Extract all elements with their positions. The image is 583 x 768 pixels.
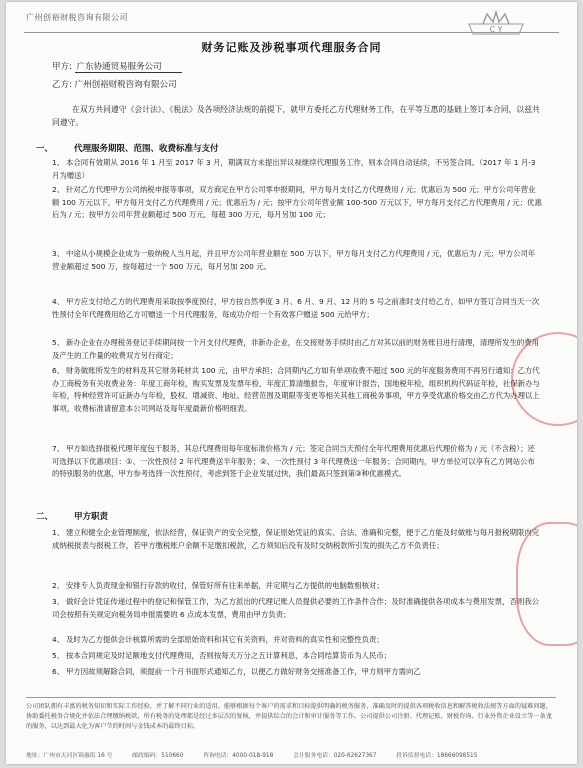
footer-complaint-phone: 投诉监督电话：18666098515 xyxy=(396,753,478,759)
clause-2-3: 3、 做好会计凭证传递过程中的登记和保管工作，为乙方派出的代理记账人员提供必要的工作条件合作；及时准确提供各项成本与费用发票，否则我公司会按照有关规定向税务局申报需要的 6 点成本发票，费用由甲方负责； xyxy=(52,597,540,619)
party-b-name: 广州创裕财税咨询有限公司 xyxy=(74,80,177,90)
footer-phone: 咨询电话：4000-018-918 xyxy=(203,753,274,759)
footer-note: 公司团队拥有丰富的税务知识和实际工作经验，并了解不同行业的适用、能够根据每个客户的需求和目标提供明确的税务服务，准确及时的提供各项税收信息和解答税收法规等方面的疑难问题，协助委托税务合规化并依法合理缴纳税款，所有税务的处理都是经过多层次的复核，并提供综合的会计和审计服务等工作。公司提供公司注册、代理记账、财税咨询、行业外资企业设立等一条龙的服务，以达到最大化为客户节约时间与金钱成本的最终目标。 xyxy=(26,697,556,732)
section-2-heading xyxy=(36,510,108,522)
party-a-name: 广东协通贸易服务公司 xyxy=(75,60,182,73)
logo-text: C Y xyxy=(489,25,503,34)
clause-1-5: 5、 新办企业在办理税务登记手续期间按一个月支付代理费，非新办企业，在交接财务手续时由乙方对其以前的财务账目进行清理，清理所发生的费用及产生的工作量的收费双方另行商定； xyxy=(52,338,540,360)
party-b xyxy=(52,78,177,90)
party-a-label: 甲方: xyxy=(52,62,72,72)
contract-page xyxy=(6,2,577,764)
footer-postcode: 邮政编码：510660 xyxy=(132,753,184,759)
section-1-heading xyxy=(36,142,219,154)
footer-address: 地址：广州市天河区锦惠街 16 号 xyxy=(26,753,113,759)
clause-2-1: 1、 建立和健全企业管理制度，依法经营，保证资产的安全完整，保证原始凭证的真实、合法、准确和完整，便于乙方能及时做账与每月报税期限内完成纳税报表与报税工作，若甲方缴税账户余额不足缴扣税款，乙方须知后没有及时交纳税款所引发的损失乙方不负责任； xyxy=(52,528,540,550)
footer-contacts xyxy=(26,750,495,759)
company-seal-stamp-2 xyxy=(516,522,577,646)
section-2-title: 甲方职责 xyxy=(74,512,109,522)
footer-service-phone: 会计服务电话：020-62627367 xyxy=(293,753,377,759)
section-1-number: 一、 xyxy=(36,144,54,154)
clause-1-7: 7、 甲方如选择报税代理年度包干服务，其总代理费用每年度标准价格为 / 元；签定合同当天预付全年代理费用优惠后代理价格为 / 元（不含税）；还可选择以下优惠项目：①、一次性预付 2 年代理费送半年服务；②、一次性预付 3 年代理费送一年服务；合同期内，甲方单位可以享有乙方网站公布的特别服务的优惠，甲方参考选择一次性预付，考虑到签于企业发展过快，我们最高只签到第③种优惠模式。 xyxy=(52,444,535,478)
clause-2-5: 5、 按本合同规定及时足额地支付代理费用，否则按每天万分之五计算利息，本合同结算货币为人民币； xyxy=(52,651,392,660)
clause-1-3: 3、 中途从小规模企业成为一般纳税人当月起，并且甲方公司年营业额在 500 万以下，甲方每月支付乙方代理费用 / 元，优惠后为 / 元；甲方公司年营业额超过 500 万，按每超过一个 500 万元，每月另加 200 元。 xyxy=(52,249,536,271)
section-1-title: 代理服务期限、范围、收费标准与支付 xyxy=(74,144,219,154)
clause-2-4: 4、 及时为乙方提供会计核算所需的全部原始资料和其它有关资料，并对资料的真实性和完整性负责； xyxy=(52,635,384,644)
party-b-label: 乙方: xyxy=(52,80,72,90)
clause-1-6: 6、 财务做账所发生的材料及其它财务耗材共 100 元，由甲方承担；合同期内乙方如有单项收费不超过 500 元的年度服务费用不再另行通知：乙方代办工商税务有关收费业务：年度工商年检，购买发票及发票年检，年度汇算清缴报告，年度审计报告，国地税年检，组织机构代码证年检，社保新办与年检，特种经营许可证新办与年检，股权、增减资、地址、经营范围及期限等变更等相关其他工商税务事项，甲方享受优惠价格交由乙方代为办理以上事项，收费标准请留意本公司网站及每年度最新价格明细表。 xyxy=(52,366,540,413)
section-2-number: 二、 xyxy=(36,512,54,522)
intro-paragraph: 在双方共同遵守《会计法》、《税法》及各项经济法规的前提下，就甲方委托乙方代理财务工作，在平等互惠的基础上签订本合同，以兹共同遵守。 xyxy=(52,105,540,127)
header-rule xyxy=(24,32,559,33)
clause-1-2: 2、 针对乙方代理甲方公司纳税申报等事项，双方商定在甲方公司零申报期间，甲方每月支付乙方代理费用 / 元；优惠后为 500 元；甲方公司年营业额 100 万元以下，甲方每月支付乙方代理费用 / 元；优惠后为 / 元；按甲方公司年营业额 100-500 万元以下，甲方每月支付乙方代理费用 / 元；优惠后为 / 元；按甲方公司年营业额超过 500 万元，每超 300 万元，每月另加 100 元； xyxy=(52,185,542,219)
party-a xyxy=(52,60,182,73)
clause-1-1: 1、 本合同有效期从 2016 年 1 月至 2017 年 3 月，期满双方未提出异议视继续代理服务工作，则本合同自动延续，不另签合同。（2017 年 1 月-3 月为赠送） xyxy=(52,158,536,180)
clause-2-2: 2、 安排专人负责现金和银行存款的收付，保管好所有往来单据，并定期与乙方提供的电脑数相核对； xyxy=(52,581,384,590)
contract-title: 财务记账及涉税事项代理服务合同 xyxy=(201,41,382,54)
clause-1-4: 4、 甲方应支付给乙方的代理费用采取按季度预付，甲方按自然季度 3 月、6 月、9 月、12 月的 5 号之前准时支付给乙方，如甲方签订合同当天一次性预付全年代理费用给乙方可赠送一个月代理服务，每成功介绍一个有效客户赠送 500 元给甲方； xyxy=(52,297,540,319)
company-header: 广州创裕财税咨询有限公司 xyxy=(26,13,128,22)
clause-2-6: 6、 甲方因故须解除合同，须提前一个月书面形式通知乙方，以便乙方做好财务交接准备工作，甲方则甲方需向乙 xyxy=(52,667,421,676)
